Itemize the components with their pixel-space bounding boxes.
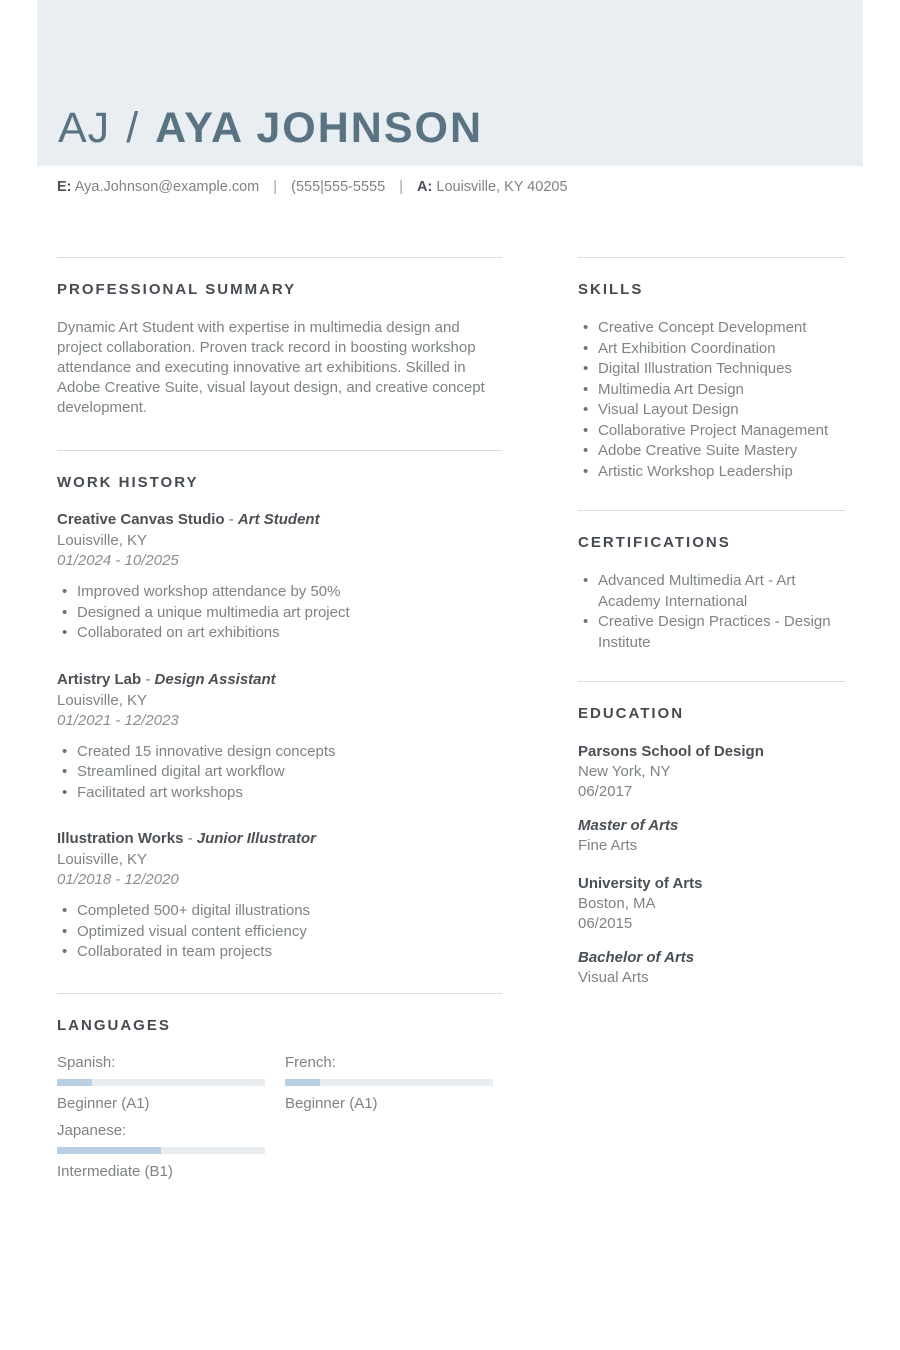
language-name: Spanish: <box>57 1053 116 1071</box>
job-bullet-list <box>57 582 502 644</box>
job-dates: 01/2024 - 10/2025 <box>57 552 179 569</box>
job-entry <box>57 671 502 804</box>
section-work-history <box>57 450 502 993</box>
certifications-heading: CERTIFICATIONS <box>578 534 731 551</box>
monogram-initials: AJ <box>58 104 111 152</box>
content-columns <box>57 195 845 1180</box>
job-location: Louisville, KY <box>57 851 148 868</box>
language-progress-fill <box>57 1147 161 1154</box>
job-bullet-list <box>57 901 502 963</box>
phone-value: (555|555-5555 <box>291 179 386 195</box>
language-progress-track <box>57 1147 265 1154</box>
language-item <box>57 1054 265 1112</box>
skills-heading: SKILLS <box>578 281 644 298</box>
language-progress-fill <box>285 1079 320 1086</box>
education-field: Fine Arts <box>578 837 638 854</box>
job-role: Junior Illustrator <box>196 830 316 847</box>
left-column <box>57 257 502 1180</box>
language-progress-track <box>57 1079 265 1086</box>
header-banner <box>37 0 863 166</box>
job-company: Artistry Lab <box>57 670 142 688</box>
skill-item: • Artistic Workshop Leadership <box>578 462 845 483</box>
job-bullet: • Designed a unique multimedia art project <box>57 603 502 624</box>
skill-item: • Digital Illustration Techniques <box>578 359 845 380</box>
section-languages <box>57 993 502 1180</box>
job-bullet-list <box>57 742 502 804</box>
education-date: 06/2015 <box>578 915 633 932</box>
skill-item: • Collaborative Project Management <box>578 421 845 442</box>
job-separator: - <box>145 670 151 688</box>
candidate-name: AYA JOHNSON <box>155 104 484 152</box>
certification-item: • Advanced Multimedia Art - Art Academy International <box>578 571 845 612</box>
languages-heading: LANGUAGES <box>57 1016 171 1034</box>
education-school: University of Arts <box>578 875 703 892</box>
language-name: Japanese: <box>57 1121 127 1139</box>
email-value: Aya.Johnson@example.com <box>74 179 260 195</box>
certification-item: • Creative Design Practices - Design Institute <box>578 612 845 653</box>
job-bullet: • Optimized visual content efficiency <box>57 922 502 943</box>
right-column <box>578 257 845 1180</box>
skill-item: • Adobe Creative Suite Mastery <box>578 441 845 462</box>
job-company: Illustration Works <box>57 830 184 847</box>
language-level: Beginner (A1) <box>57 1094 150 1112</box>
section-professional-summary <box>57 257 502 418</box>
job-bullet: • Created 15 innovative design concepts <box>57 742 502 763</box>
skill-item: • Visual Layout Design <box>578 400 845 421</box>
job-bullet: • Collaborated in team projects <box>57 942 502 963</box>
education-degree: Bachelor of Arts <box>578 949 695 966</box>
education-field: Visual Arts <box>578 969 649 986</box>
education-school: Parsons School of Design <box>578 743 764 760</box>
education-entry <box>578 874 845 988</box>
job-title-line <box>57 511 502 528</box>
name-line <box>58 104 484 152</box>
job-location: Louisville, KY <box>57 532 148 549</box>
skill-item: • Art Exhibition Coordination <box>578 339 845 360</box>
section-education <box>578 681 845 988</box>
education-heading: EDUCATION <box>578 705 685 722</box>
section-skills <box>578 257 845 482</box>
job-title-line <box>57 671 502 688</box>
summary-heading: PROFESSIONAL SUMMARY <box>57 281 297 298</box>
certifications-list <box>578 571 845 653</box>
job-dates: 01/2018 - 12/2020 <box>57 871 179 888</box>
section-certifications <box>578 510 845 653</box>
job-separator: - <box>187 830 193 847</box>
work-history-heading: WORK HISTORY <box>57 474 199 491</box>
skill-item: • Multimedia Art Design <box>578 380 845 401</box>
language-name: French: <box>285 1053 336 1071</box>
job-bullet: • Improved workshop attendance by 50% <box>57 582 502 603</box>
language-progress-fill <box>57 1079 92 1086</box>
job-bullet: • Completed 500+ digital illustrations <box>57 901 502 922</box>
language-level: Beginner (A1) <box>285 1094 378 1112</box>
job-bullet: • Collaborated on art exhibitions <box>57 623 502 644</box>
language-level: Intermediate (B1) <box>57 1162 173 1180</box>
summary-paragraph: Dynamic Art Student with expertise in multimedia design and project collaboration. Proven track record in boosting workshop attendance and executing innovative art exhibitions. Skilled in Adobe Creative Suite, visual layout design, and creative concept development. <box>57 319 485 416</box>
job-entry <box>57 830 502 963</box>
language-item <box>57 1122 265 1180</box>
job-location: Louisville, KY <box>57 691 148 709</box>
job-title-line <box>57 830 502 847</box>
languages-grid <box>57 1054 502 1180</box>
education-date: 06/2017 <box>578 783 633 800</box>
job-role: Art Student <box>237 511 320 528</box>
language-item <box>285 1054 493 1112</box>
education-location: Boston, MA <box>578 895 656 912</box>
education-degree: Master of Arts <box>578 817 679 834</box>
contact-row <box>57 179 843 195</box>
email-label: E: <box>57 179 72 195</box>
job-dates: 01/2021 - 12/2023 <box>57 711 179 729</box>
contact-divider: | <box>273 179 278 195</box>
education-entry <box>578 742 845 856</box>
job-role: Design Assistant <box>154 670 276 688</box>
job-bullet: • Facilitated art workshops <box>57 783 502 804</box>
job-separator: - <box>228 511 234 528</box>
job-company: Creative Canvas Studio <box>57 511 225 528</box>
skill-item: • Creative Concept Development <box>578 318 845 339</box>
job-bullet: • Streamlined digital art workflow <box>57 762 502 783</box>
education-location: New York, NY <box>578 763 671 780</box>
skills-list <box>578 318 845 482</box>
address-value: Louisville, KY 40205 <box>436 179 568 195</box>
language-progress-track <box>285 1079 493 1086</box>
contact-divider: | <box>399 179 403 195</box>
job-entry <box>57 511 502 644</box>
name-slash-divider: / <box>126 104 140 152</box>
address-label: A: <box>417 179 433 195</box>
